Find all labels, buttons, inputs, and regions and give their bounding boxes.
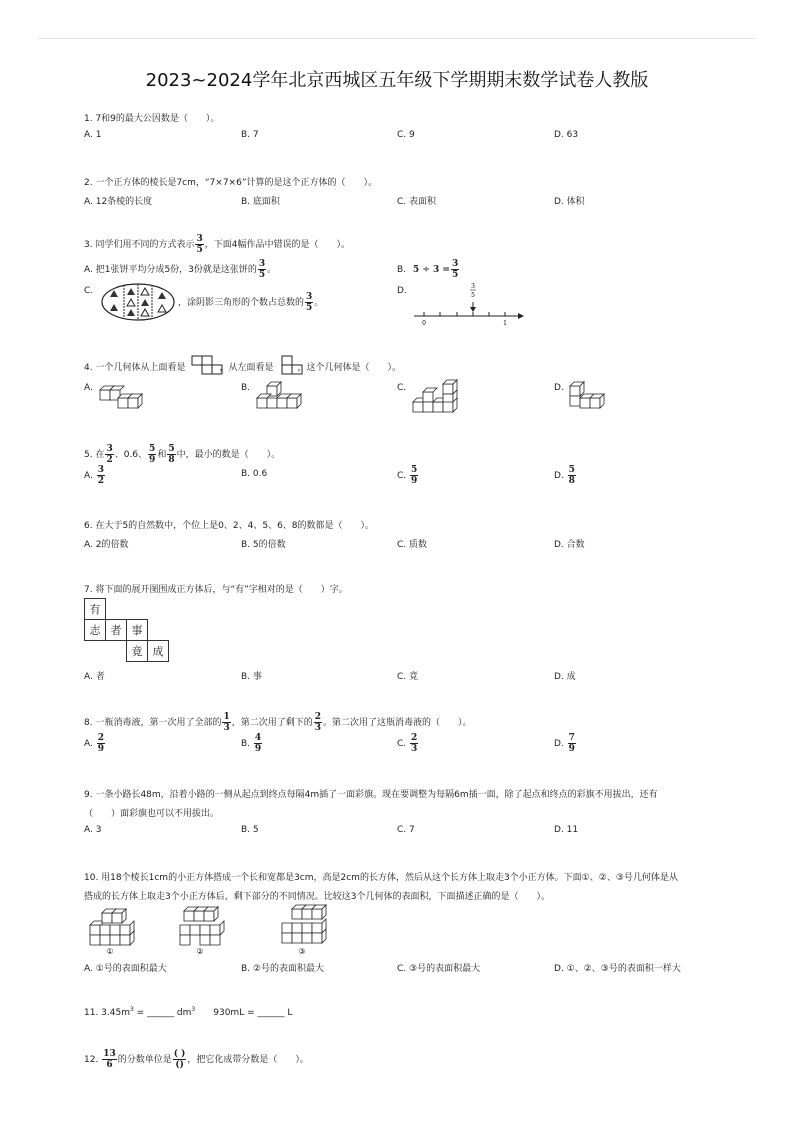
question-6-stem: 6. 在大于5的自然数中，个位上是0、2、4、5、6、8的数都是（ ）。	[84, 521, 375, 531]
q3-option-d-label[interactable]: D.	[397, 286, 407, 296]
question-10-stem-line1: 10. 用18个棱长1cm的小正方体搭成一个长和宽都是3cm，高是2cm的长方体，然后从这个长方体上取走3个小正方体。下面①、②、③号几何体是从	[84, 873, 678, 883]
q10-figure-3	[278, 903, 338, 955]
net-cell-jing: 竟	[127, 641, 148, 662]
svg-text:①: ①	[106, 947, 114, 956]
q10-option-a[interactable]: A. ①号的表面积最大	[84, 964, 167, 974]
svg-text:1: 1	[503, 320, 507, 327]
question-10-stem-line2: 搭成的长方体上取走3个小正方体后，剩下部分的不同情况。比较这3个几何体的表面积，下面描述正确的是（ ）。	[84, 892, 550, 902]
q5-option-b[interactable]: B. 0.6	[241, 469, 268, 479]
question-2-stem: 2. 一个正方体的棱长是7cm，“7×7×6”计算的是这个正方体的（ ）。	[84, 178, 377, 188]
svg-text:0: 0	[422, 320, 426, 327]
q5-option-a[interactable]: A. $\frac{3}{2}$	[84, 465, 104, 486]
q3-option-c-label[interactable]: C.	[84, 286, 94, 296]
q2-option-d[interactable]: D. 体积	[554, 197, 585, 207]
net-cell-zhi: 志	[85, 620, 106, 641]
q5-option-c[interactable]: C. $\frac{5}{9}$	[397, 465, 418, 486]
q4-option-c[interactable]: C.	[397, 383, 407, 393]
q1-option-a[interactable]: A. 1	[84, 130, 102, 140]
question-3-stem	[84, 234, 350, 255]
question-8-stem: 8. 一瓶消毒液，第一次用了全部的 $\frac{1}{3}$ ，第二次用了剩下的 $\frac{2}{3}$ 。第二次用了这瓶消毒液的（ ）。	[84, 712, 472, 733]
q2-option-a[interactable]: A. 12条棱的长度	[84, 197, 153, 207]
q6-option-c[interactable]: C. 质数	[397, 540, 428, 550]
q9-option-a[interactable]: A. 3	[84, 825, 102, 835]
question-9-stem-line2: （ ）面彩旗也可以不用拔出。	[84, 809, 220, 819]
question-1-stem: 1. 7和9的最大公因数是（ ）。	[84, 114, 220, 124]
net-cell-cheng: 成	[148, 641, 169, 662]
q9-option-b[interactable]: B. 5	[241, 825, 259, 835]
q2-option-b[interactable]: B. 底面积	[241, 197, 280, 207]
left-view-figure	[281, 355, 303, 375]
q3-option-b[interactable]: B. 5 ÷ 3 = $\frac{3}{5}$	[397, 259, 459, 280]
question-11[interactable]: 11. $3.45m^3$ = ______ $dm^3$ 930mL = ______ L	[84, 1006, 293, 1018]
q4-option-d[interactable]: D.	[554, 383, 564, 393]
q6-option-b[interactable]: B. 5的倍数	[241, 540, 286, 550]
q8-option-d[interactable]: D. $\frac{7}{9}$	[554, 733, 575, 754]
q2-option-c[interactable]: C. 表面积	[397, 197, 437, 207]
q10-option-d[interactable]: D. ①、②、③号的表面积一样大	[554, 964, 681, 974]
q4-option-c-cubes	[411, 378, 461, 414]
q4-option-a[interactable]: A.	[84, 383, 93, 393]
q3-stem-post: ，下面4幅作品中错误的是（ ）。	[204, 240, 350, 250]
number-line-figure	[412, 280, 528, 326]
q3-option-c-text[interactable]: ，涂阴影三角形的个数占总数的 $\frac{3}{5}$ 。	[178, 292, 324, 313]
page-title: 2023~2024学年北京西城区五年级下学期期末数学试卷人教版	[145, 70, 649, 91]
svg-text:3: 3	[471, 283, 475, 290]
shaded-triangles-ellipse-figure	[100, 282, 176, 322]
q10-figure-2	[176, 903, 236, 955]
cube-net-figure	[84, 598, 169, 662]
q9-option-c[interactable]: C. 7	[397, 825, 415, 835]
q3-option-a[interactable]: A. 把1张饼平均分成5份，3份就是这张饼的 $\frac{3}{5}$ 。	[84, 259, 277, 280]
q10-option-c[interactable]: C. ③号的表面积最大	[397, 964, 481, 974]
question-7-stem: 7. 将下面的展开图围成正方体后，与“有”字相对的是（ ）字。	[84, 585, 348, 595]
q1-option-b[interactable]: B. 7	[241, 130, 259, 140]
q6-option-a[interactable]: A. 2的倍数	[84, 540, 129, 550]
q8-option-c[interactable]: C. $\frac{2}{3}$	[397, 733, 418, 754]
header-divider	[38, 38, 756, 39]
svg-text:②: ②	[196, 947, 204, 956]
q10-option-b[interactable]: B. ②号的表面积最大	[241, 964, 324, 974]
net-cell-zhe: 者	[106, 620, 127, 641]
question-9-stem-line1: 9. 一条小路长48m，沿着小路的一侧从起点到终点每隔4m插了一面彩旗。现在要调整为每隔6m插一面，除了起点和终点的彩旗不用拔出，还有	[84, 790, 658, 800]
q7-option-d[interactable]: D. 成	[554, 672, 576, 682]
q4-option-a-cubes	[98, 382, 144, 410]
q6-option-d[interactable]: D. 合数	[554, 540, 585, 550]
q7-option-a[interactable]: A. 者	[84, 672, 105, 682]
q1-option-c[interactable]: C. 9	[397, 130, 415, 140]
q4-option-b[interactable]: B.	[241, 383, 251, 393]
q7-option-c[interactable]: C. 竟	[397, 672, 419, 682]
q10-figure-1	[88, 905, 144, 955]
net-cell-shi: 事	[127, 620, 148, 641]
question-4-stem: 4. 一个几何体从上面看是 ，从左面看是 ，这个几何体是（ ）。	[84, 363, 401, 373]
net-cell-you: 有	[85, 599, 106, 620]
q8-option-b[interactable]: B. $\frac{4}{9}$	[241, 733, 262, 754]
svg-text:5: 5	[471, 292, 475, 299]
question-5-stem: 5. 在 $\frac{3}{2}$ 、0.6、 $\frac{5}{9}$ 和 $\frac{5}{8}$ 中，最小的数是（ ）。	[84, 444, 281, 465]
q9-option-d[interactable]: D. 11	[554, 825, 579, 835]
q5-option-d[interactable]: D. $\frac{5}{8}$	[554, 465, 575, 486]
q3-b-expression: 5 ÷ 3 =	[412, 265, 450, 275]
q3-stem-pre: 3. 同学们用不同的方式表示	[84, 240, 195, 250]
fraction-3-5: $\frac{3}{5}$	[196, 234, 203, 255]
top-view-figure	[191, 355, 223, 375]
q8-option-a[interactable]: A. $\frac{2}{9}$	[84, 733, 104, 754]
q7-option-b[interactable]: B. 事	[241, 672, 262, 682]
question-12[interactable]: 12. $\frac{13}{6}$ 的分数单位是 $\frac{( )}{()}$ ，把它化成带分数是（ ）。	[84, 1049, 309, 1070]
unit-fraction-blank[interactable]: $\frac{( )}{()}$	[173, 1049, 186, 1070]
q1-option-d[interactable]: D. 63	[554, 130, 579, 140]
q4-option-b-cubes	[255, 380, 301, 412]
q4-option-d-cubes	[568, 380, 606, 412]
svg-text:③: ③	[298, 947, 306, 956]
